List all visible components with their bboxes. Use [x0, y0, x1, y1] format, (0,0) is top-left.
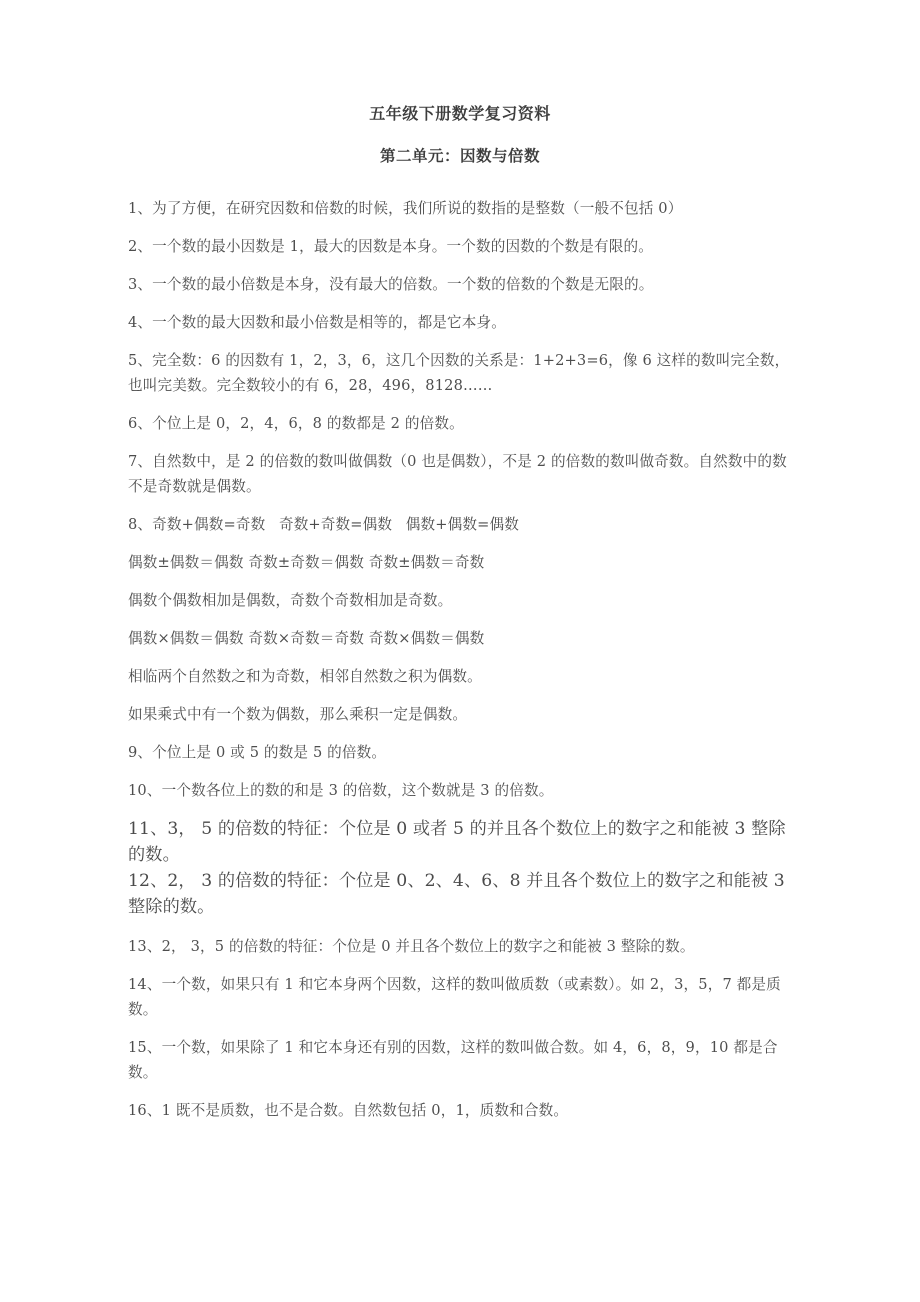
paragraph-1: 1、为了方便，在研究因数和倍数的时候，我们所说的数指的是整数（一般不包括 0） [128, 200, 683, 217]
paragraph-13: 13、2， 3，5 的倍数的特征：个位是 0 并且各个数位上的数字之和能被 3 整除的数。 [128, 938, 695, 955]
paragraph-11: 11、3， 5 的倍数的特征：个位是 0 或者 5 的并且各个数位上的数字之和能被 3 整除的数。 [128, 819, 786, 865]
paragraph-12: 12、2， 3 的倍数的特征：个位是 0、2、4、6、8 并且各个数位上的数字之和能被 3 整除的数。 [128, 871, 785, 917]
paragraph-8-parity-addition: 8、奇数+偶数=奇数 奇数+奇数=偶数 偶数+偶数=偶数 [128, 516, 519, 533]
paragraph-consecutive-naturals: 相临两个自然数之和为奇数，相邻自然数之积为偶数。 [128, 668, 482, 685]
paragraph-parity-multiplication: 偶数×偶数＝偶数 奇数×奇数＝奇数 奇数×偶数＝偶数 [128, 630, 485, 647]
paragraph-7: 7、自然数中，是 2 的倍数的数叫做偶数（0 也是偶数），不是 2 的倍数的数叫做奇数。自然数中的数不是奇数就是偶数。 [128, 453, 787, 495]
paragraph-parity-plusminus: 偶数±偶数＝偶数 奇数±奇数＝偶数 奇数±偶数＝奇数 [128, 554, 485, 571]
page-title: 五年级下册数学复习资料 [369, 104, 551, 123]
paragraph-14: 14、一个数，如果只有 1 和它本身两个因数，这样的数叫做质数（或素数）。如 2，3，5，7 都是质数。 [128, 976, 781, 1018]
paragraph-10: 10、一个数各位上的数的和是 3 的倍数，这个数就是 3 的倍数。 [128, 782, 554, 799]
paragraph-3: 3、一个数的最小倍数是本身，没有最大的倍数。一个数的倍数的个数是无限的。 [128, 276, 654, 293]
paragraph-16: 16、1 既不是质数，也不是合数。自然数包括 0，1，质数和合数。 [128, 1102, 569, 1119]
document-body [128, 104, 792, 1136]
paragraph-15: 15、一个数，如果除了 1 和它本身还有别的因数，这样的数叫做合数。如 4，6，8，9，10 都是合数。 [128, 1039, 778, 1081]
paragraph-6: 6、个位上是 0，2，4，6，8 的数都是 2 的倍数。 [128, 415, 464, 432]
page-subtitle: 第二单元：因数与倍数 [379, 146, 540, 165]
paragraph-5: 5、完全数：6 的因数有 1，2，3，6，这几个因数的关系是：1+2+3=6，像 6 这样的数叫完全数，也叫完美数。完全数较小的有 6，28，496，8128…… [128, 352, 790, 394]
paragraph-product-even-rule: 如果乘式中有一个数为偶数，那么乘积一定是偶数。 [128, 706, 468, 723]
paragraph-parity-repeated-addition: 偶数个偶数相加是偶数，奇数个奇数相加是奇数。 [128, 592, 453, 609]
paragraph-4: 4、一个数的最大因数和最小倍数是相等的，都是它本身。 [128, 314, 507, 331]
paragraph-9: 9、个位上是 0 或 5 的数是 5 的倍数。 [128, 744, 387, 761]
paragraph-2: 2、一个数的最小因数是 1，最大的因数是本身。一个数的因数的个数是有限的。 [128, 238, 653, 255]
